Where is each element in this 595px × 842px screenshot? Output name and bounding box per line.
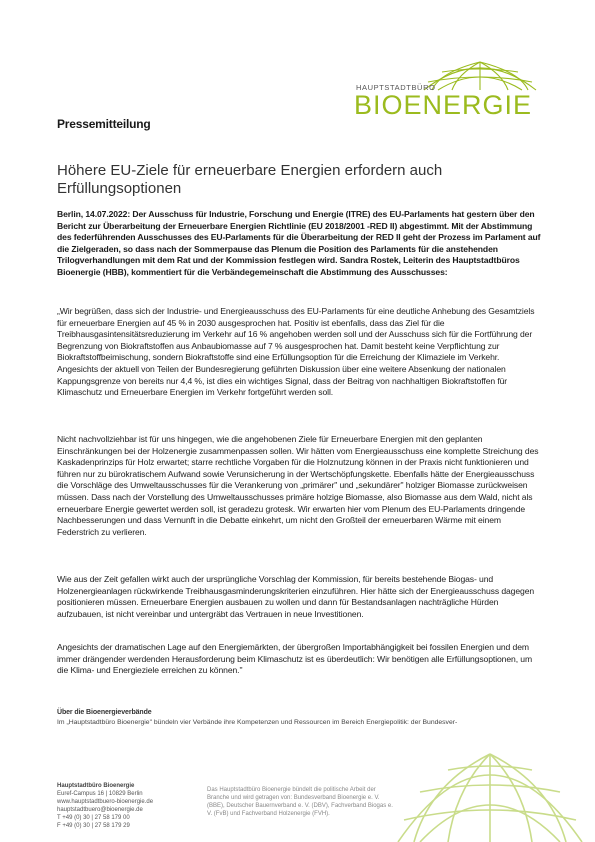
body-paragraph: Nicht nachvollziehbar ist für uns hingegen, wie die angehobenen Ziele für Erneuerbare Energien mit den geplanten Einschränkungen bei der Holzenergie zusammenpassen sollen. Wir hätten vom Energieausschuss eine komplette Streichung des Kaskadenprinzips für Holz erwartet; starre rechtliche Vorgaben für die Holznutzung können in der Praxis nicht funktionieren und führen nur zu bürokratischem Aufwand sowie Verunsicherung in der Wertschöpfungskette. Ebenfalls hätte der Energieausschuss die Vorschläge des Umweltausschusses für die Verankerung von „primärer" und „sekundärer" holziger Biomasse zurückweisen müssen. Dass nach der Vorstellung des Umweltausschusses primäre holzige Biomasse, also Biomasse aus dem Wald, nicht als erneuerbare Energie gewertet werden soll, ist geradezu grotesk. Wir erwarten hier vom Plenum des EU-Parlaments dringende Nachbesserungen und dass Vernunft in die Debatte einkehrt, um nicht den Großteil der erneuerbaren Wärme mit einem Federstrich zu verlieren. <box>57 434 539 537</box>
footer-fax: F +49 (0) 30 | 27 58 179 29 <box>57 823 130 829</box>
footer-phone: T +49 (0) 30 | 27 58 179 00 <box>57 815 130 821</box>
footer-address: Euref-Campus 16 | 10829 Berlin <box>57 791 143 797</box>
footer-website-link[interactable]: www.hauptstadtbuero-bioenergie.de <box>57 799 154 805</box>
logo-top-text: HAUPTSTADTBÜRO <box>356 83 436 92</box>
body-paragraph: „Wir begrüßen, dass sich der Industrie- und Energieausschuss des EU-Parlaments für eine deutliche Anhebung des Gesamtziels für erneuerbare Energien auf 45 % in 2030 ausgesprochen hat. Positiv ist ebenfalls, dass das Ziel für die Treibhausgasintensitätsreduzierung im Verkehr auf 16 % angehoben werden soll und der Ausschuss sich für die Fortführung der Begrenzung von Biokraftstoffen aus Anbaubiomasse auf 7 % ausgesprochen hat. Damit besteht keine Verpflichtung zur Biokraftstoffbeimischung, sondern Biokraftstoffe sind eine Erfüllungsoption für die Erreichung der Klimaziele im Verkehr. Angesichts der aktuell von Teilen der Bundesregierung geführten Diskussion über eine weitere Absenkung der nationalen Kappungsgrenze von bereits nur 4,4 %, ist dies ein wichtiges Signal, dass der Beitrag von nachhaltigen Biokraftstoffen für Klimaschutz und Erneuerbare Energien im Verkehr fortgeführt werden soll. <box>57 306 535 398</box>
globe-watermark-icon <box>390 748 585 842</box>
globe-logo-icon <box>420 60 540 92</box>
document-type-label: Pressemitteilung <box>57 117 151 131</box>
footer-about-text: Das Hauptstadtbüro Bioenergie bündelt die politische Arbeit der Branche und wird getragen von: Bundesverband Bioenergie e. V. (BBE), Deutscher Bauernverband e. V. (DBV), Fachverband Biogas e. V. (FvB) und Fachverband Holzenergie (FVH). <box>207 787 393 817</box>
about-heading: Über die Bioenergieverbände <box>57 709 152 716</box>
logo-main-text: BIOENERGIE <box>354 90 533 120</box>
logo <box>352 60 542 138</box>
headline: Höhere EU-Ziele für erneuerbare Energien erfordern auch Erfüllungsoptionen <box>57 162 443 197</box>
about-text: Im „Hauptstadtbüro Bioenergie" bündeln vier Verbände ihre Kompetenzen und Ressourcen im Bereich Energiepolitik: der Bundesver- <box>57 719 458 726</box>
lead-paragraph: Berlin, 14.07.2022: Der Ausschuss für Industrie, Forschung und Energie (ITRE) des EU-Parlaments hat gestern über den Bericht zur Überarbeitung der Erneuerbare Energien Richtlinie (EU 2018/2001 -RED II) abgestimmt. Mit der Abstimmung des federführenden Ausschusses des EU-Parlaments für die Überarbeitung der RED II geht der Prozess im Parlament auf die Zielgeraden, so dass nach der Sommerpause das Plenum die Position des Parlaments für die anstehenden Trilogverhandlungen mit dem Rat und der Kommission festlegen wird. Sandra Rostek, Leiterin des Hauptstadtbüros Bioenergie (HBB), kommentiert für die Verbändegemeinschaft die Abstimmung des Ausschusses: <box>57 209 541 277</box>
footer-contact-name: Hauptstadtbüro Bioenergie <box>57 783 135 789</box>
footer-email-link[interactable]: hauptstadtbuero@bioenergie.de <box>57 807 143 813</box>
body-paragraph: Wie aus der Zeit gefallen wirkt auch der ursprüngliche Vorschlag der Kommission, für bereits bestehende Biogas- und Holzenergieanlagen rückwirkende Treibhausgasminderungskriterien einzuführen. Hier hätte sich der Energieausschuss dagegen positionieren müssen. Erneuerbare Energien ausbauen zu wollen und dann für Bestandsanlagen nachträgliche Hürden aufzubauen, ist nicht vereinbar und untergräbt das Vertrauen in neue Investitionen. <box>57 574 535 619</box>
footer-contact <box>57 782 153 830</box>
body-paragraph: Angesichts der dramatischen Lage auf den Energiemärkten, der übergroßen Importabhängigkeit bei fossilen Energien und dem immer drängender werdenden Herausforderung beim Klimaschutz ist es überdeutlich: Wir benötigen alle Erfüllungsoptionen, um die Klima- und Energieziele erreichen zu können." <box>57 642 533 676</box>
